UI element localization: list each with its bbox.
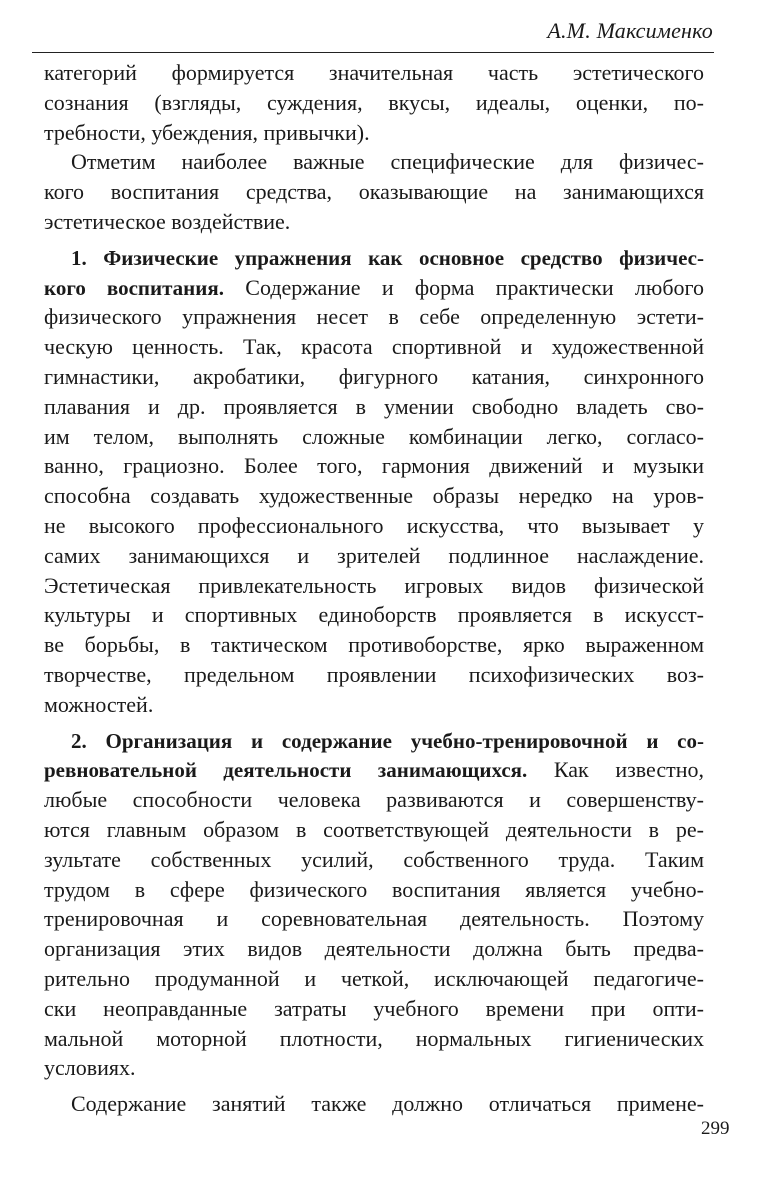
bold-text: 1. Физические упражнения как основное средство физичес-	[71, 245, 704, 270]
text-line	[44, 994, 704, 1024]
text-run: способна создавать художественные образы нередко на уров-	[44, 483, 704, 509]
text-run: Содержание занятий также должно отличаться примене-	[71, 1091, 704, 1117]
text-run: Отметим наиболее важные специфические для физичес-	[71, 149, 704, 175]
text-line	[44, 88, 704, 118]
text-line	[44, 1089, 704, 1119]
text-line	[44, 785, 704, 815]
text-line	[44, 541, 704, 571]
body-text	[44, 58, 704, 1119]
text-line	[44, 875, 704, 905]
text-run: рительно продуманной и четкой, исключающей педагогиче-	[44, 965, 704, 991]
text-run: Как известно,	[527, 757, 704, 783]
text-line	[44, 660, 704, 690]
text-run: эстетическое воздействие.	[44, 208, 291, 234]
text-run: не высокого профессионального искусства, что вызывает у	[44, 512, 704, 538]
text-run: физического упражнения несет в себе определенную эстети-	[44, 304, 704, 330]
page-number: 299	[701, 1118, 730, 1139]
text-run: можностей.	[44, 691, 154, 717]
text-run: сознания (взгляды, суждения, вкусы, идеалы, оценки, по-	[44, 89, 704, 115]
text-run: самих занимающихся и зрителей подлинное наслаждение.	[44, 542, 704, 568]
text-line	[44, 58, 704, 88]
text-line	[44, 118, 704, 148]
text-run: зультате собственных усилий, собственного труда. Таким	[44, 846, 704, 872]
text-run: ски неоправданные затраты учебного времени при опти-	[44, 995, 704, 1021]
text-line	[44, 147, 704, 177]
text-line	[44, 481, 704, 511]
text-line	[44, 934, 704, 964]
text-line	[44, 755, 704, 785]
text-line	[44, 690, 704, 720]
text-line	[44, 600, 704, 630]
text-line	[44, 273, 704, 303]
running-header-author: А.М. Максименко	[547, 18, 713, 43]
text-line	[44, 964, 704, 994]
text-run: Эстетическая привлекательность игровых видов физической	[44, 572, 704, 598]
text-line	[44, 362, 704, 392]
text-line	[44, 571, 704, 601]
text-run: категорий формируется значительная часть эстетического	[44, 60, 704, 85]
text-line	[44, 1024, 704, 1054]
text-line	[44, 1053, 704, 1083]
text-line	[44, 392, 704, 422]
text-run: ются главным образом в соответствующей деятельности в ре-	[44, 816, 704, 842]
text-line	[44, 243, 704, 273]
text-line	[44, 332, 704, 362]
text-run: требности, убеждения, привычки).	[44, 119, 370, 145]
text-run: ческую ценность. Так, красота спортивной и художественной	[44, 334, 704, 360]
text-run: тренировочная и соревновательная деятельность. Поэтому	[44, 906, 704, 932]
text-run: организация этих видов деятельности должна быть предва-	[44, 936, 704, 962]
text-run: условиях.	[44, 1055, 136, 1081]
text-run: Содержание и форма практически любого	[223, 274, 704, 300]
text-line	[44, 904, 704, 934]
text-run: гимнастики, акробатики, фигурного катания, синхронного	[44, 363, 704, 389]
text-run: мальной моторной плотности, нормальных гигиенических	[44, 1025, 704, 1051]
bold-text: 2. Организация и содержание учебно-тренировочной и со-	[71, 728, 704, 753]
text-line	[44, 726, 704, 756]
text-line	[44, 422, 704, 452]
text-run: им телом, выполнять сложные комбинации легко, согласо-	[44, 423, 704, 449]
text-line	[44, 451, 704, 481]
text-line	[44, 511, 704, 541]
text-run: ве борьбы, в тактическом противоборстве, ярко выраженном	[44, 632, 704, 658]
text-run: любые способности человека развиваются и совершенству-	[44, 787, 704, 813]
text-line	[44, 207, 704, 237]
text-run: ванно, грациозно. Более того, гармония движений и музыки	[44, 453, 704, 479]
text-line	[44, 845, 704, 875]
text-run: культуры и спортивных единоборств проявляется в искусст-	[44, 602, 704, 628]
text-run: творчестве, предельном проявлении психофизических воз-	[44, 661, 704, 687]
bold-text: кого воспитания.	[44, 275, 224, 300]
text-line	[44, 177, 704, 207]
text-run: трудом в сфере физического воспитания является учебно-	[44, 876, 704, 902]
text-line	[44, 630, 704, 660]
text-line	[44, 815, 704, 845]
text-line	[44, 302, 704, 332]
text-run: кого воспитания средства, оказывающие на занимающихся	[44, 179, 704, 205]
header-rule	[32, 52, 714, 53]
text-run: плавания и др. проявляется в умении свободно владеть сво-	[44, 393, 704, 419]
bold-text: ревновательной деятельности занимающихся.	[44, 758, 528, 783]
